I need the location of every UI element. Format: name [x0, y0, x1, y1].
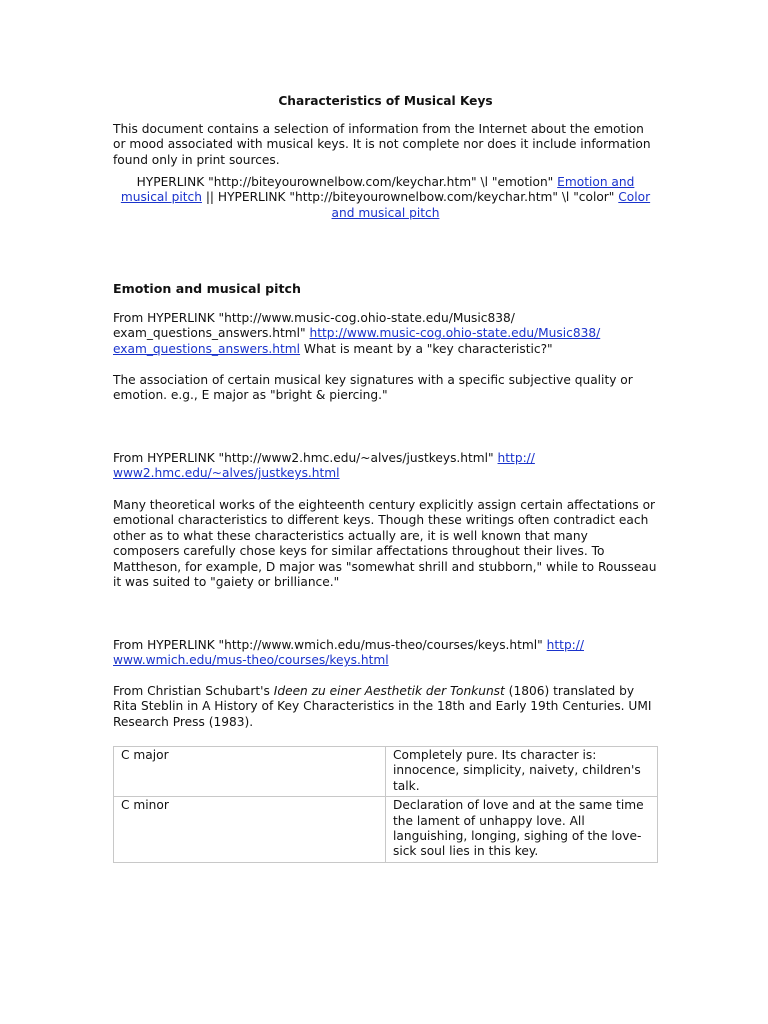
toc-field-code-color: HYPERLINK "http://biteyourownelbow.com/keychar.htm" \l "color" [217, 190, 619, 205]
key-name-cell: C minor [114, 797, 386, 863]
key-name-cell: C major [114, 747, 386, 797]
intro-paragraph: This document contains a selection of information from the Internet about the emotion or mood associated with musical keys. It is not complete nor does it include information found only in print sources. [113, 122, 651, 167]
key-characteristic-definition: The association of certain musical key signatures with a specific subjective quality or emotion. e.g., E major as "bright & piercing." [113, 373, 633, 403]
toc-separator: || [201, 190, 218, 205]
toc-field-code-emotion: HYPERLINK "http://biteyourownelbow.com/keychar.htm" \l "emotion" [136, 175, 558, 189]
source-hmc [113, 451, 658, 482]
source-wmich [113, 638, 658, 669]
source-hmc-field-code: From HYPERLINK "http://www2.hmc.edu/~alves/justkeys.html" [113, 451, 498, 465]
document-title: Characteristics of Musical Keys [278, 94, 493, 108]
schubart-book-title: Ideen zu einer Aesthetik der Tonkunst [273, 684, 505, 698]
source-ohio-link[interactable]: http://www.music-cog.ohio-state.edu/Music838/ exam_questions_answers.html [113, 326, 601, 356]
key-description-cell: Completely pure. Its character is: innocence, simplicity, naivety, children's talk. [386, 747, 658, 797]
table-row [114, 747, 658, 797]
schubart-citation-lead: From Christian Schubart's [113, 684, 274, 698]
source-hmc-link[interactable]: http:// www2.hmc.edu/~alves/justkeys.html [113, 451, 535, 481]
section-heading: Emotion and musical pitch [113, 281, 301, 296]
toc-link-color[interactable]: Color and musical pitch [331, 190, 651, 220]
source-ohio-question: What is meant by a "key characteristic?" [300, 341, 553, 356]
key-characteristics-table [113, 746, 658, 863]
source-ohio-field-code: From HYPERLINK "http://www.music-cog.ohio-state.edu/Music838/ exam_questions_answers.html" [113, 311, 515, 341]
toc-links [113, 175, 658, 221]
source-wmich-field-code: From HYPERLINK "http://www.wmich.edu/mus-theo/courses/keys.html" [113, 638, 547, 652]
theoretical-works-paragraph: Many theoretical works of the eighteenth century explicitly assign certain affectations or emotional characteristics to different keys. Though these writings often contradict each other as to what these characteristics actually are, it is well known that many composers carefully chose keys for similar affectations throughout their lives. To Mattheson, for example, D major was "somewhat shrill and stubborn," while to Rousseau it was suited to "gaiety or brilliance." [113, 498, 657, 590]
source-wmich-link[interactable]: http:// www.wmich.edu/mus-theo/courses/keys.html [113, 638, 584, 668]
schubart-citation-rest: (1806) translated by Rita Steblin in A History of Key Characteristics in the 18th and Early 19th Centuries. UMI Research Press (1983). [113, 684, 652, 729]
source-ohio-state [113, 311, 658, 357]
schubart-citation [113, 684, 658, 730]
key-description-cell: Declaration of love and at the same time the lament of unhappy love. All languishing, longing, sighing of the love-sick soul lies in this key. [386, 797, 658, 863]
toc-link-emotion[interactable]: Emotion and musical pitch [120, 175, 635, 205]
table-row [114, 797, 658, 863]
